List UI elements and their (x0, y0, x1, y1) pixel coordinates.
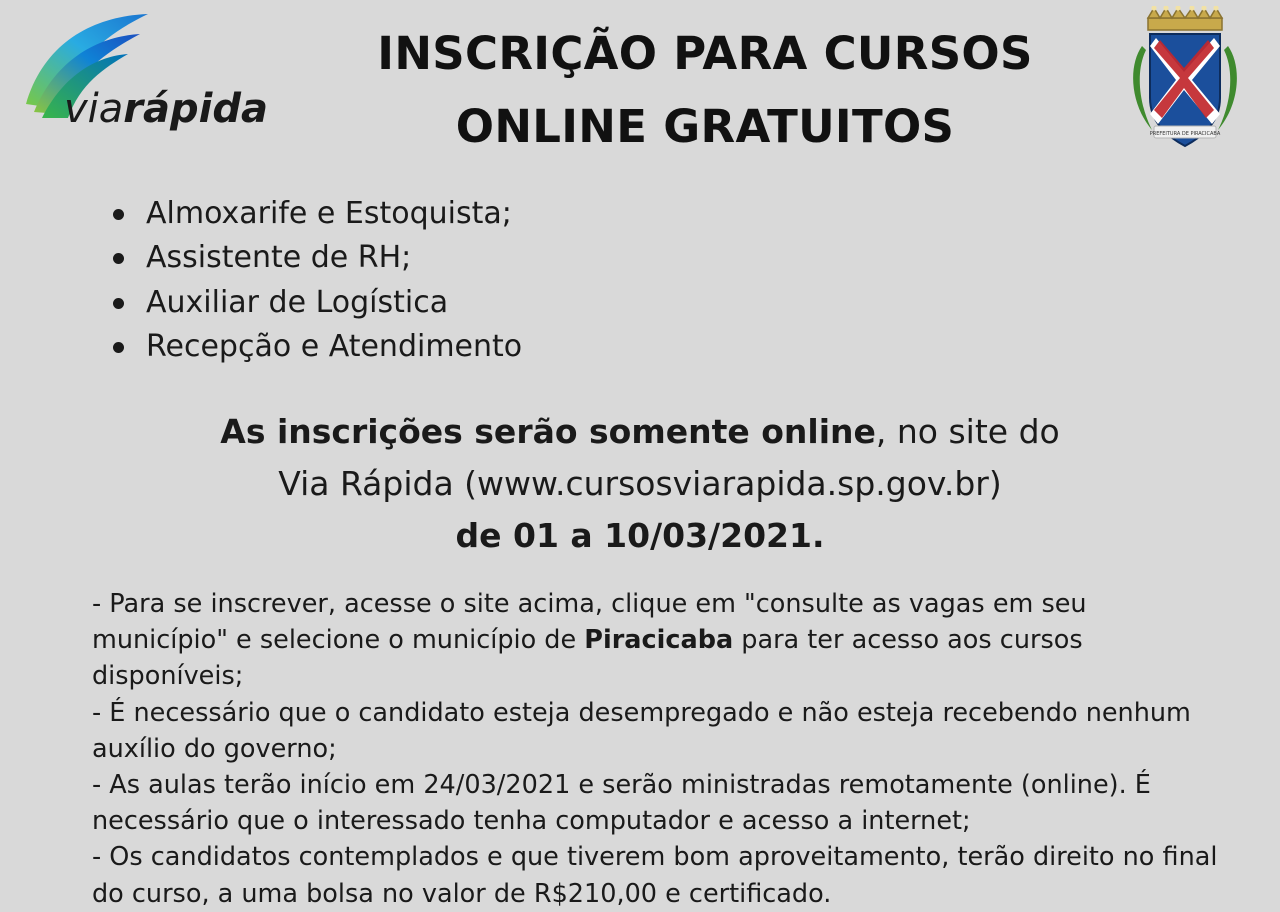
note-text-before: - Para se inscrever, acesse o site acima, clique em "consulte as vagas em seu município" e selecione o município de (92, 588, 1087, 656)
note-item (92, 586, 1222, 695)
highlight-online-bold: As inscrições serão somente online (220, 411, 876, 451)
list-item: Almoxarife e Estoquista; (0, 192, 1280, 236)
page-title (290, 18, 1120, 164)
note-text-after: para ter acesso aos cursos disponíveis; (92, 625, 1083, 692)
highlight-line-1 (0, 406, 1280, 458)
via-rapida-logo (18, 8, 278, 138)
highlight-line-1-rest: , no site do (875, 411, 1060, 451)
logo-text-rapida: rápida (123, 86, 268, 132)
list-item: Auxiliar de Logística (0, 281, 1280, 325)
course-list (0, 192, 1280, 370)
note-text-bold: Piracicaba (584, 625, 734, 656)
note-text-before: - Os candidatos contemplados e que tiverem bom aproveitamento, terão direito no final do curso, a uma bolsa no valor de R$210,00 e certificado. (92, 842, 1218, 909)
header (0, 0, 1280, 170)
note-item (92, 695, 1222, 767)
list-item: Recepção e Atendimento (0, 325, 1280, 369)
registration-highlight (0, 406, 1280, 562)
logo-text-via: viarápida (64, 86, 268, 132)
page-title-line-1: INSCRIÇÃO PARA CURSOS (377, 27, 1033, 80)
note-item (92, 767, 1222, 839)
notes-block (0, 586, 1280, 912)
note-item (92, 839, 1222, 911)
note-text-before: - É necessário que o candidato esteja desempregado e não esteja recebendo nenhum auxílio do governo; (92, 697, 1191, 764)
piracicaba-coat-of-arms-icon (1120, 6, 1250, 156)
highlight-dates-line: de 01 a 10/03/2021. (455, 515, 825, 555)
list-item: Assistente de RH; (0, 236, 1280, 280)
note-text-before: - As aulas terão início em 24/03/2021 e serão ministradas remotamente (online). É necessário que o interessado tenha computador e acesso a internet; (92, 769, 1151, 837)
highlight-site-line: Via Rápida (www.cursosviarapida.sp.gov.br) (278, 463, 1002, 503)
svg-text:PREFEITURA DE PIRACICABA: PREFEITURA DE PIRACICABA (1149, 131, 1221, 137)
page-title-line-2: ONLINE GRATUITOS (455, 99, 955, 153)
